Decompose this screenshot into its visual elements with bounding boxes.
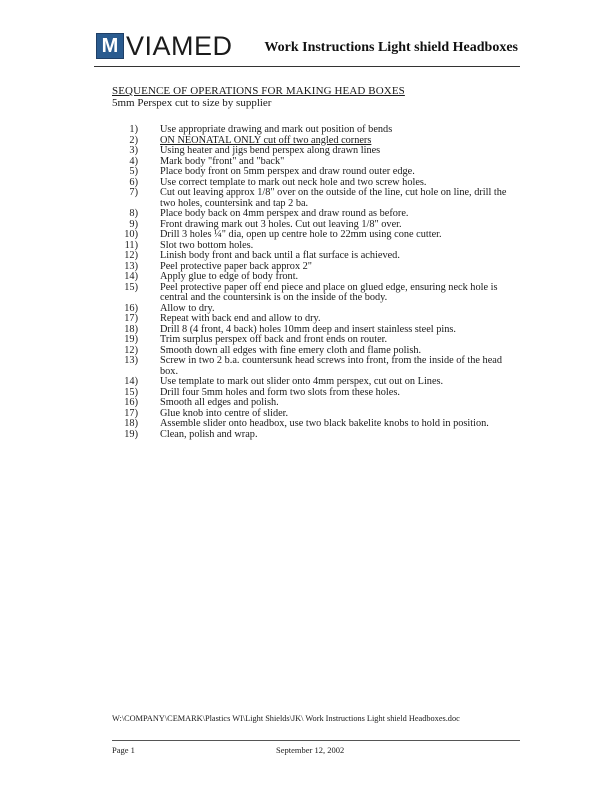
operation-text: Drill 3 holes ¼" dia, open up centre hole to 22mm using cone cutter.	[160, 229, 442, 240]
operation-number: 18)	[124, 418, 138, 429]
operation-number: 16)	[124, 397, 138, 408]
footer-divider	[112, 740, 520, 741]
operation-number: 9)	[129, 218, 138, 230]
operation-text: Drill 8 (4 front, 4 back) holes 10mm deep and insert stainless steel pins.	[160, 323, 456, 335]
operation-text: Linish body front and back until a flat surface is achieved.	[160, 250, 400, 261]
operation-text: Trim surplus perspex off back and front ends on router.	[160, 334, 388, 345]
footer-date: September 12, 2002	[276, 745, 345, 755]
document-title: Work Instructions Light shield Headboxes	[264, 40, 518, 55]
operation-text: Use appropriate drawing and mark out position of bends	[160, 124, 393, 135]
operation-item	[112, 230, 522, 241]
operation-text: Peel protective paper off end piece and place on glued edge, ensuring neck hole is central and the countersink is on the inside of the body.	[160, 281, 498, 303]
operation-number: 4)	[129, 155, 138, 167]
operation-text: Allow to dry.	[160, 302, 215, 314]
operation-number: 13)	[124, 355, 138, 366]
operation-text: Clean, polish and wrap.	[160, 428, 258, 440]
operation-number: 2)	[129, 134, 138, 146]
operation-number: 17)	[124, 407, 138, 419]
operation-number: 14)	[124, 271, 138, 282]
section-heading: SEQUENCE OF OPERATIONS FOR MAKING HEAD BOXES	[112, 85, 405, 97]
operation-number: 11)	[124, 239, 138, 251]
operation-item	[112, 314, 522, 325]
operation-number: 8)	[129, 208, 138, 219]
operation-item	[112, 209, 522, 220]
operation-text: Peel protective paper back approx 2"	[160, 260, 313, 272]
operation-number: 6)	[129, 176, 138, 188]
operation-number: 13)	[124, 260, 138, 272]
operation-number: 17)	[124, 313, 138, 324]
operation-number: 3)	[129, 145, 138, 156]
operation-text: Using heater and jigs bend perspex along drawn lines	[160, 145, 381, 156]
operation-item	[112, 146, 522, 157]
viamed-logo	[96, 32, 233, 60]
section-subheading: 5mm Perspex cut to size by supplier	[112, 97, 272, 109]
operation-text: Place body front on 5mm perspex and draw round outer edge.	[160, 166, 415, 177]
operation-number: 19)	[124, 428, 138, 440]
footer-file-path: W:\COMPANY\CEMARK\Plastics WI\Light Shields\JK\ Work Instructions Light shield Headboxes.doc	[112, 714, 460, 723]
operation-number: 15)	[124, 281, 138, 293]
operation-number: 16)	[124, 302, 138, 314]
operation-text: Cut out leaving approx 1/8" over on the outside of the line, cut hole on line, drill the two holes, countersink and tap 2 ba.	[160, 187, 507, 209]
footer-page-number: Page 1	[112, 745, 135, 755]
operation-number: 12)	[124, 344, 138, 356]
operation-text: Apply glue to edge of body front.	[160, 271, 299, 282]
operation-text: Glue knob into centre of slider.	[160, 407, 289, 419]
operation-number: 5)	[129, 166, 138, 177]
operation-text: Smooth all edges and polish.	[160, 397, 279, 408]
operation-item	[112, 283, 522, 304]
operation-text: Use template to mark out slider onto 4mm perspex, cut out on Lines.	[160, 376, 444, 387]
operation-item	[112, 335, 522, 346]
operation-text: Use correct template to mark out neck hole and two screw holes.	[160, 176, 427, 188]
operation-number: 14)	[124, 376, 138, 387]
operation-text: Repeat with back end and allow to dry.	[160, 313, 321, 324]
operation-item	[112, 125, 522, 136]
operation-text: Smooth down all edges with fine emery cloth and flame polish.	[160, 344, 422, 356]
operation-item	[112, 167, 522, 178]
operation-text: ON NEONATAL ONLY cut off two angled corners	[160, 134, 372, 146]
operation-text: Drill four 5mm holes and form two slots from these holes.	[160, 386, 400, 398]
operation-text: Slot two bottom holes.	[160, 239, 254, 251]
header-divider	[94, 66, 520, 67]
operation-text: Front drawing mark out 3 holes. Cut out leaving 1/8" over.	[160, 218, 402, 230]
operation-number: 15)	[124, 386, 138, 398]
page-header	[96, 30, 520, 66]
operation-number: 10)	[124, 229, 138, 240]
operation-item	[112, 398, 522, 409]
operation-text: Screw in two 2 b.a. countersunk head screws into front, from the inside of the head box.	[160, 355, 502, 377]
operation-item	[112, 430, 522, 441]
operation-number: 19)	[124, 334, 138, 345]
operation-item	[112, 419, 522, 430]
operation-item	[112, 377, 522, 388]
logo-mark: M	[96, 33, 124, 59]
logo-wordmark: VIAMED	[126, 31, 233, 61]
operation-number: 18)	[124, 323, 138, 335]
operation-item	[112, 251, 522, 262]
operation-text: Mark body "front" and "back"	[160, 155, 285, 167]
operation-text: Place body back on 4mm perspex and draw round as before.	[160, 208, 409, 219]
operation-number: 1)	[129, 124, 138, 135]
operation-item	[112, 188, 522, 209]
operation-number: 7)	[129, 187, 138, 198]
operation-number: 12)	[124, 250, 138, 261]
operation-item	[112, 356, 522, 377]
operations-list	[112, 125, 522, 440]
operation-text: Assemble slider onto headbox, use two black bakelite knobs to hold in position.	[160, 418, 489, 429]
operation-item	[112, 272, 522, 283]
